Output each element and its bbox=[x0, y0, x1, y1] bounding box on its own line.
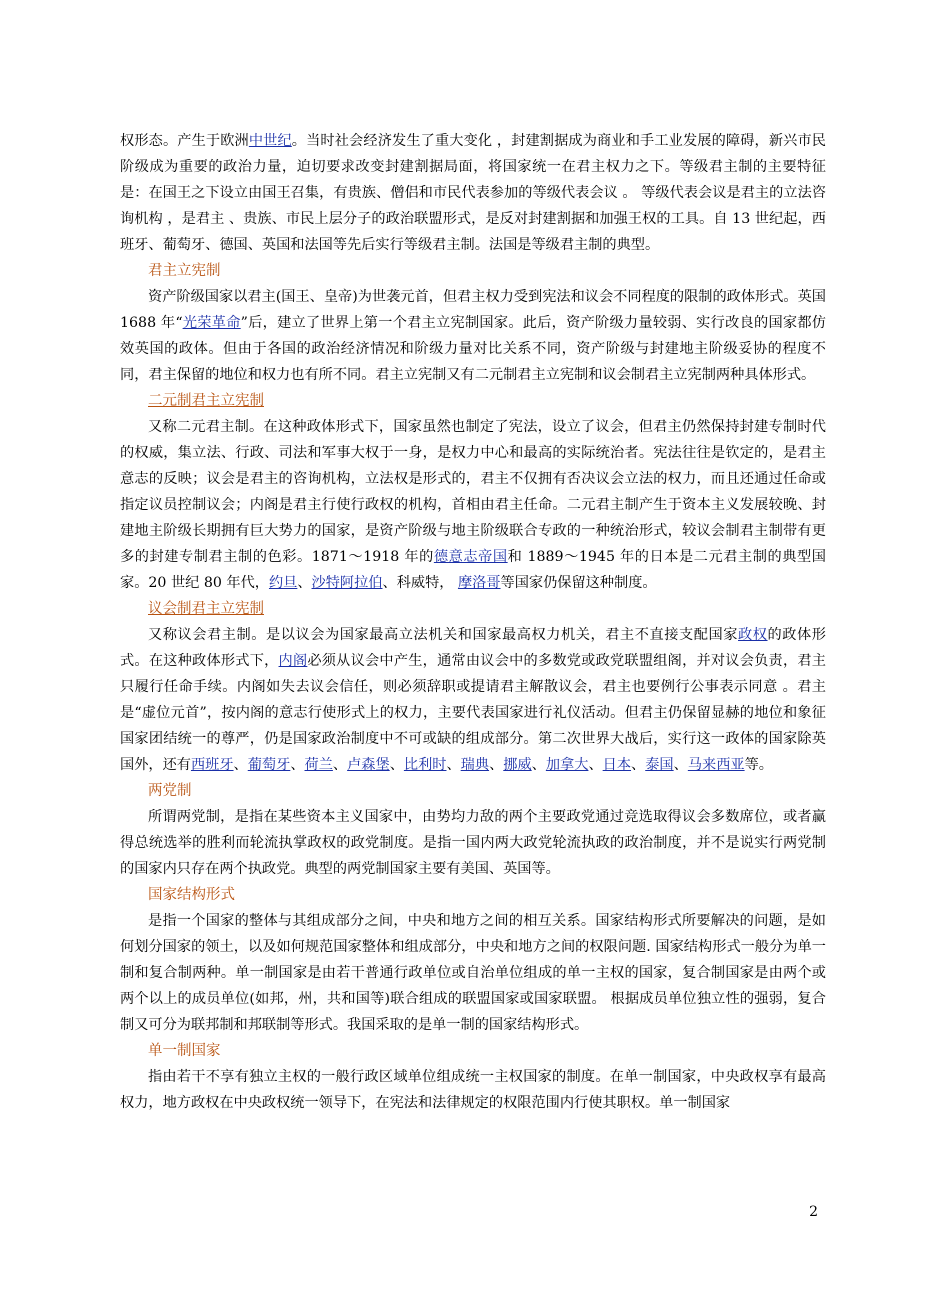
body-paragraph bbox=[120, 804, 826, 882]
document-body bbox=[120, 128, 826, 1116]
text-run: 国家结构形式 bbox=[148, 887, 235, 903]
text-run: 、 bbox=[631, 757, 646, 773]
text-run: 、 bbox=[489, 757, 504, 773]
hyperlink[interactable]: 瑞典 bbox=[460, 757, 490, 773]
hyperlink[interactable]: 马来西亚 bbox=[687, 757, 745, 773]
hyperlink[interactable]: 约旦 bbox=[268, 575, 298, 591]
body-paragraph bbox=[120, 284, 826, 388]
text-run: 的政体形式。在这种政体形式下， bbox=[120, 627, 826, 669]
section-heading bbox=[148, 596, 826, 622]
text-run: 权形态。产生于欧洲 bbox=[120, 133, 249, 149]
hyperlink[interactable]: 德意志帝国 bbox=[433, 549, 508, 565]
text-run: 、 bbox=[290, 757, 305, 773]
text-run: 、 bbox=[673, 757, 688, 773]
text-run: 等国家仍保留这种制度。 bbox=[500, 575, 657, 591]
body-paragraph bbox=[120, 128, 826, 258]
text-run: 、科威特， bbox=[382, 575, 458, 591]
hyperlink[interactable]: 荷兰 bbox=[304, 757, 333, 773]
text-run: 、 bbox=[588, 757, 603, 773]
text-run: 、 bbox=[332, 757, 348, 773]
text-run: 所谓两党制，是指在某些资本主义国家中，由势均力敌的两个主要政党通过竞选取得议会多数席位，或者赢得总统选举的胜利而轮流执掌政权的政党制度。是指一国内两大政党轮流执政的政治制度，并不是说实行两党制的国家内只存在两个执政党。典型的两党制国家主要有美国、英国等。 bbox=[120, 809, 826, 877]
text-run: 、 bbox=[297, 575, 312, 591]
hyperlink[interactable]: 沙特阿拉伯 bbox=[311, 575, 383, 591]
page-number: 2 bbox=[809, 1204, 818, 1220]
hyperlink[interactable]: 日本 bbox=[602, 757, 632, 773]
text-run: 指由若干不享有独立主权的一般行政区域单位组成统一主权国家的制度。在单一制国家，中央政权享有最高权力，地方政权在中央政权统一领导下，在宪法和法律规定的权限范围内行使其职权。单一制国家 bbox=[120, 1069, 826, 1111]
text-run: 资产阶级国家以君主(国王、皇帝)为世袭元首，但君主权力受到宪法和议会不同程度的限制的政体形式。英国 1688 年“ bbox=[120, 289, 826, 331]
text-run: 、 bbox=[233, 757, 248, 773]
hyperlink[interactable]: 摩洛哥 bbox=[457, 575, 501, 591]
section-heading bbox=[148, 778, 826, 804]
hyperlink[interactable]: 加拿大 bbox=[545, 757, 589, 773]
hyperlink[interactable]: 卢森堡 bbox=[347, 757, 390, 773]
body-paragraph bbox=[120, 908, 826, 1038]
text-run: 等。 bbox=[744, 757, 773, 773]
body-paragraph bbox=[120, 622, 826, 778]
text-run: 和 1889～1945 年的日本是二元君主制的典型国家。20 世纪 80 年代， bbox=[120, 549, 826, 591]
hyperlink[interactable]: 泰国 bbox=[645, 757, 674, 773]
text-run: 又称议会君主制。是以议会为国家最高立法机关和国家最高权力机关，君主不直接支配国家 bbox=[148, 627, 739, 643]
text-run: 单一制国家 bbox=[148, 1043, 221, 1059]
hyperlink[interactable]: 内阁 bbox=[278, 653, 308, 669]
text-run: 、 bbox=[531, 757, 546, 773]
section-heading bbox=[148, 882, 826, 908]
text-run: 两党制 bbox=[148, 783, 192, 799]
text-run: ”后，建立了世界上第一个君主立宪制国家。此后，资产阶级力量较弱、实行改良的国家都仿效英国的政体。但由于各国的政治经济情况和阶级力量对比关系不同，资产阶级与封建地主阶级妥协的程度不同，君主保留的地位和权力也有所不同。君主立宪制又有二元制君主立宪制和议会制君主立宪制两种具体形式。 bbox=[120, 315, 826, 383]
text-run: 、 bbox=[389, 757, 404, 773]
hyperlink[interactable]: 挪威 bbox=[503, 757, 532, 773]
section-heading bbox=[148, 388, 826, 414]
hyperlink[interactable]: 政权 bbox=[738, 627, 768, 643]
hyperlink[interactable]: 比利时 bbox=[403, 757, 447, 773]
hyperlink[interactable]: 西班牙 bbox=[190, 757, 234, 773]
text-run: 必须从议会中产生，通常由议会中的多数党或政党联盟组阁，并对议会负责，君主只履行任命手续。内阁如失去议会信任，则必须辞职或提请君主解散议会，君主也要例行公事表示同意 。君主是“虚位元首”，按内阁的意志行使形式上的权力，主要代表国家进行礼仪活动。但君主仍保留显赫的地位和象征国家团结统一的尊严，仍是国家政治制度中不可或缺的组成部分。第二次世界大战后，实行这一政体的国家除英国外，还有 bbox=[120, 653, 826, 773]
text-run: 又称二元君主制。在这种政体形式下，国家虽然也制定了宪法，设立了议会，但君主仍然保持封建专制时代的权威，集立法、行政、司法和军事大权于一身，是权力中心和最高的实际统治者。宪法往往是钦定的，是君主意志的反映；议会是君主的咨询机构，立法权是形式的，君主不仅拥有否决议会立法的权力，而且还通过任命或指定议员控制议会；内阁是君主行使行政权的机构，首相由君主任命。二元君主制产生于资本主义发展较晚、封建地主阶级长期拥有巨大势力的国家，是资产阶级与地主阶级联合专政的一种统治形式，较议会制君主制带有更多的封建专制君主制的色彩。1871～1918 年的 bbox=[120, 419, 826, 565]
text-run: 是指一个国家的整体与其组成部分之间，中央和地方之间的相互关系。国家结构形式所要解决的问题，是如何划分国家的领土，以及如何规范国家整体和组成部分，中央和地方之间的权限问题. 国家结构形式一般分为单一制和复合制两种。单一制国家是由若干普通行政单位或自治单位组成的单一主权的国家，复合制国家是由两个或两个以上的成员单位(如邦，州，共和国等)联合组成的联盟国家或国家联盟。 根据成员单位独立性的强弱，复合制又可分为联邦制和邦联制等形式。我国采取的是单一制的国家结构形式。 bbox=[120, 913, 826, 1033]
section-heading bbox=[148, 1038, 826, 1064]
text-run: 君主立宪制 bbox=[148, 263, 221, 279]
text-run: 议会制君主立宪制 bbox=[148, 601, 264, 617]
section-heading bbox=[148, 258, 826, 284]
text-run: 二元制君主立宪制 bbox=[148, 393, 264, 409]
hyperlink[interactable]: 光荣革命 bbox=[182, 315, 241, 331]
hyperlink[interactable]: 葡萄牙 bbox=[247, 757, 291, 773]
body-paragraph bbox=[120, 1064, 826, 1116]
body-paragraph bbox=[120, 414, 826, 596]
text-run: 、 bbox=[446, 757, 461, 773]
hyperlink[interactable]: 中世纪 bbox=[248, 133, 292, 149]
text-run: 。当时社会经济发生了重大变化 ，封建割据成为商业和手工业发展的障碍，新兴市民阶级成为重要的政治力量，迫切要求改变封建割据局面，将国家统一在君主权力之下。等级君主制的主要特征是：在国王之下设立由国王召集，有贵族、僧侣和市民代表参加的等级代表会议 。 等级代表会议是君主的立法咨询机构 ，是君主 、贵族、市民上层分子的政治联盟形式，是反对封建割据和加强王权的工具。自 13 世纪起，西班牙、葡萄牙、德国、英国和法国等先后实行等级君主制。法国是等级君主制的典型。 bbox=[120, 133, 826, 253]
